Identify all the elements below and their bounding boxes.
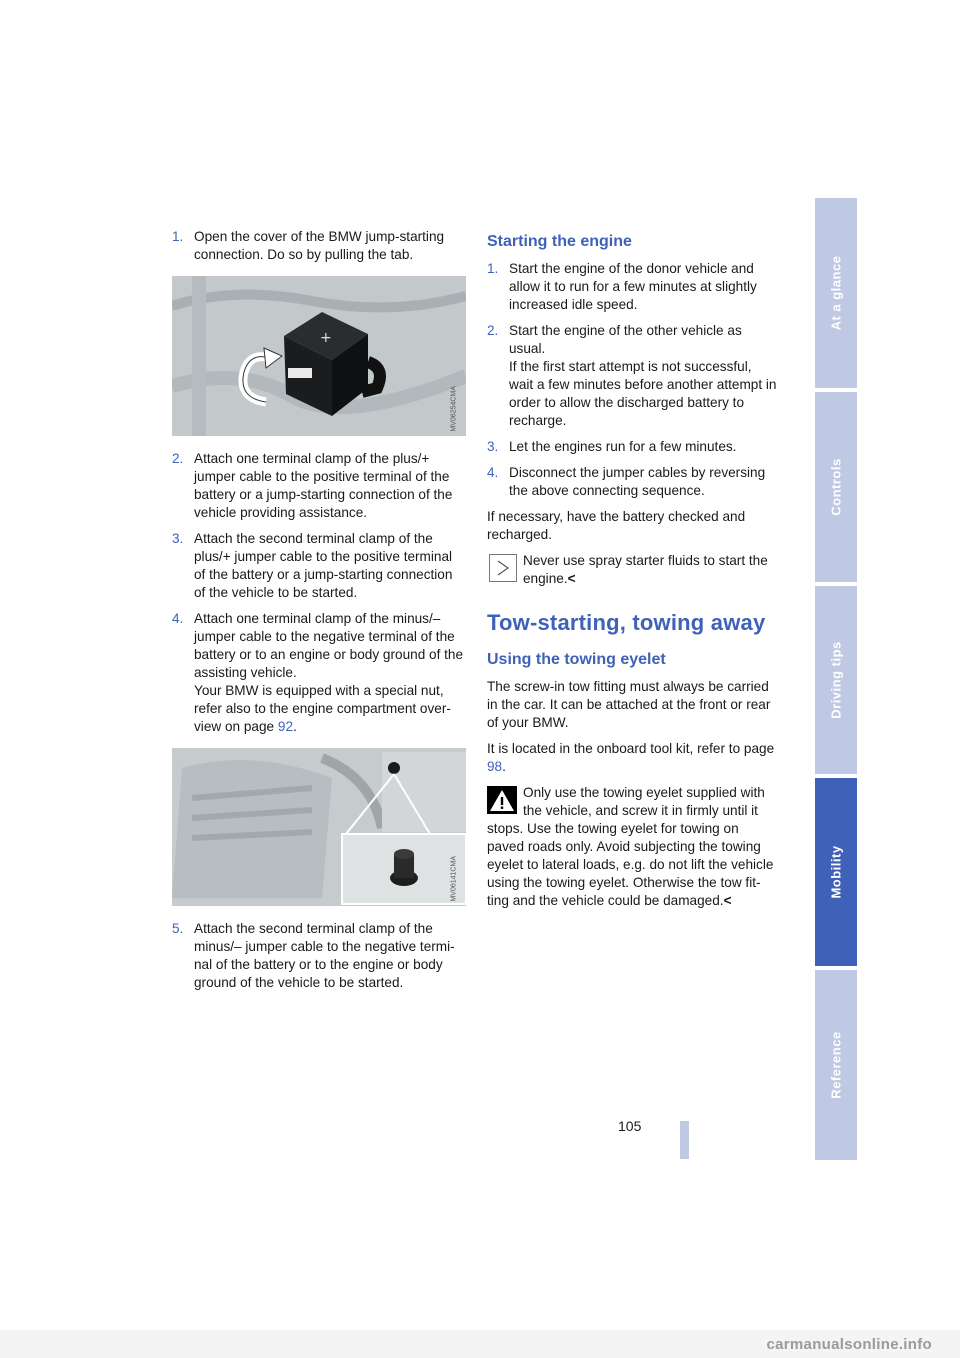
chapter-sidebar (815, 198, 857, 1160)
step-extra-text: Your BMW is equipped with a special nut, refer also to the engine compartment over-view on page (194, 683, 451, 734)
tab-label: At a glance (828, 255, 844, 331)
step-text: Start the engine of the other vehicle as usual. (509, 323, 742, 356)
step-text: Disconnect the jumper cables by reversing the above connecting sequence. (509, 465, 766, 498)
tab-at-a-glance[interactable] (815, 198, 857, 388)
step-text: Attach one terminal clamp of the plus/+ jumper cable to the positive terminal of the battery or a jump-starting connection of the vehicle providing assistance. (194, 451, 453, 520)
step-3-left (172, 530, 464, 602)
step-5-left (172, 920, 464, 992)
step-4-right (487, 464, 779, 500)
step-number: 4. (487, 465, 499, 480)
step-extra-text: If the first start attempt is not successful, wait a few minutes before another attempt in order to allow the discharged battery to recharge. (509, 359, 777, 428)
step-2-right (487, 322, 779, 430)
tab-reference[interactable] (815, 970, 857, 1160)
page-link-92[interactable]: 92 (277, 719, 294, 734)
tab-mobility[interactable] (815, 778, 857, 966)
step-1-left (172, 228, 464, 264)
end-mark: < (723, 893, 732, 908)
step-number: 5. (172, 921, 184, 936)
eyelet-paragraph-2 (487, 740, 779, 776)
step-text: Let the engines run for a few minutes. (509, 439, 737, 454)
note-text: Never use spray starter fluids to start the engine. (523, 553, 768, 586)
step-1-right (487, 260, 779, 314)
section-title-towing-eyelet: Using the towing eyelet (487, 651, 666, 668)
end-mark: < (567, 571, 576, 586)
jump-start-connection-illustration (172, 276, 466, 436)
tab-label: Reference (828, 1031, 844, 1099)
left-column (172, 228, 464, 1000)
note-icon (489, 554, 517, 582)
ground-nut-photo (172, 748, 466, 906)
eyelet-paragraph-1: The screw-in tow fitting must always be carried in the car. It can be attached at the front or rear of your BMW. (487, 679, 771, 730)
note-block (487, 552, 779, 588)
step-number: 1. (487, 261, 499, 276)
step-text: Open the cover of the BMW jump-starting connection. Do so by pulling the tab. (194, 229, 445, 262)
svg-text:+: + (320, 330, 332, 346)
tab-driving-tips[interactable] (815, 586, 857, 774)
punctuation: . (293, 719, 297, 734)
watermark-text: carmanualsonline.info (766, 1336, 932, 1353)
image-code: MV06254CMA (451, 386, 458, 432)
step-text: Start the engine of the donor vehicle and allow it to run for a few minutes at slightly increased idle speed. (509, 261, 757, 312)
section-title-starting-engine: Starting the engine (487, 233, 632, 250)
step-number: 2. (172, 451, 184, 466)
step-number: 1. (172, 229, 184, 244)
eyelet-paragraph-2-text: It is located in the onboard tool kit, refer to page (487, 741, 775, 756)
warning-text-first: Only use the towing eyelet supplied with the vehicle, and screw it in firmly until it (523, 785, 765, 818)
tab-label: Controls (828, 458, 844, 516)
section-title-tow-starting: Tow-starting, towing away (487, 610, 766, 635)
step-number: 3. (172, 531, 184, 546)
step-number: 3. (487, 439, 499, 454)
jump-start-connection-photo (172, 276, 466, 436)
warning-triangle-icon (487, 786, 517, 814)
page-number-bar (680, 1121, 689, 1159)
warning-block (487, 784, 779, 910)
image-code: MV06141CMA (451, 856, 458, 902)
watermark-band (0, 1330, 960, 1358)
tab-label: Mobility (828, 845, 844, 899)
punctuation: . (502, 759, 506, 774)
engine-ground-nut-illustration (172, 748, 466, 906)
step-text: Attach the second terminal clamp of the plus/+ jumper cable to the positive terminal of the battery or a jump-starting connection of the vehicle to be started. (194, 531, 453, 600)
step-text: Attach the second terminal clamp of the minus/– jumper cable to the negative termi-nal of the battery or to the engine or body ground of the vehicle to be started. (194, 921, 455, 990)
tab-label: Driving tips (828, 641, 844, 719)
step-text: Attach one terminal clamp of the minus/– jumper cable to the negative terminal of the battery or to an engine or body ground of the assisting vehicle. (194, 611, 464, 680)
step-2-left (172, 450, 464, 522)
step-number: 4. (172, 611, 184, 626)
warning-text-rest: stops. Use the towing eyelet for towing on paved roads only. Avoid subjecting the towing eyelet to lateral loads, e.g. do not lift the vehicle using the towing eyelet. Otherwise the tow fit-ting and the vehicle could be damaged. (487, 821, 774, 908)
step-3-right (487, 438, 779, 456)
right-column (487, 228, 779, 918)
page-number: 105 (618, 1118, 642, 1134)
step-number: 2. (487, 323, 499, 338)
page-link-98[interactable]: 98 (487, 759, 503, 774)
step-4-left (172, 610, 464, 736)
battery-check-paragraph: If necessary, have the battery checked and recharged. (487, 509, 746, 542)
tab-controls[interactable] (815, 392, 857, 582)
